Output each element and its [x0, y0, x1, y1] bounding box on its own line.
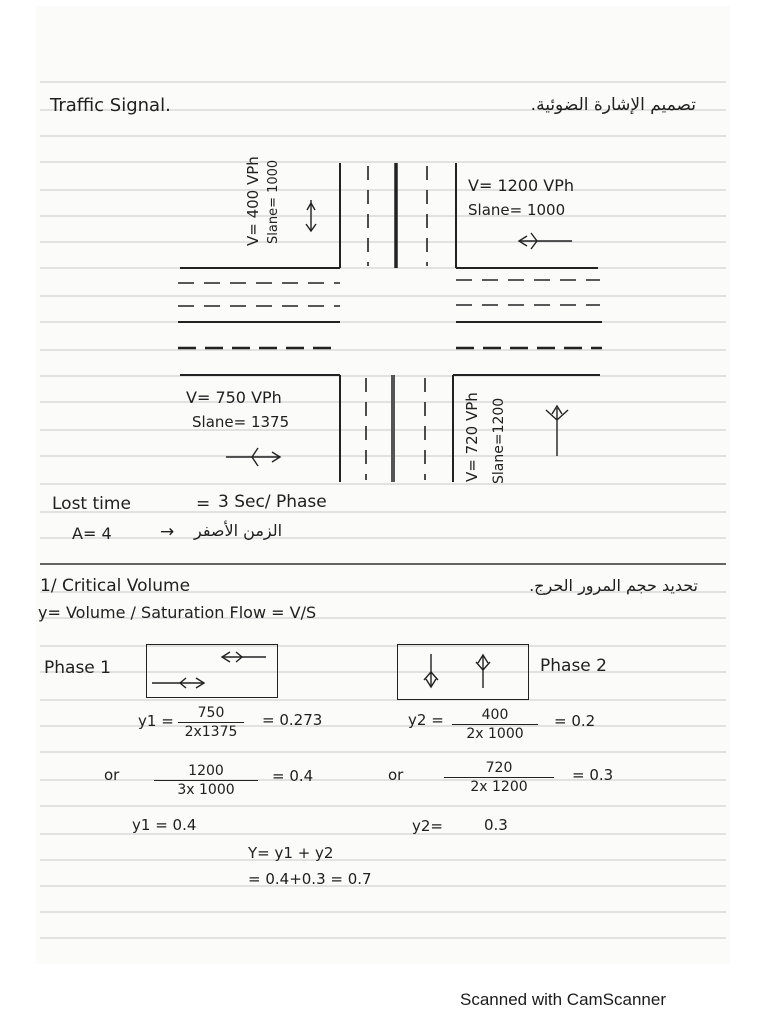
y1-numerator: 750	[178, 705, 244, 723]
y2-label: y2 =	[408, 711, 444, 729]
y1-result: = 0.273	[262, 711, 323, 729]
y2-denominator: 2x 1000	[466, 726, 524, 742]
y2-alt-fraction	[444, 760, 554, 795]
sw-saturation-label: Slane= 1375	[192, 413, 290, 431]
y2-final-value: 0.3	[484, 816, 508, 834]
page-title: Traffic Signal.	[50, 95, 171, 116]
page-title-arabic: تصميم الإشارة الضوئية.	[530, 95, 696, 115]
lost-time-equals: =	[196, 494, 211, 514]
phase-1-label: Phase 1	[44, 658, 111, 678]
lost-time-value: 3 Sec/ Phase	[218, 492, 327, 512]
y1-denominator: 2x1375	[184, 724, 238, 740]
y1-alt-fraction	[154, 763, 258, 798]
y2-alt-denominator: 2x 1200	[470, 779, 528, 795]
ne-saturation-label: Slane= 1000	[468, 201, 566, 219]
nw-saturation-label: Slane= 1000	[266, 159, 281, 244]
critical-volume-heading: 1/ Critical Volume	[40, 576, 191, 596]
phase-2-arrows	[397, 644, 529, 700]
y1-alt-result: = 0.4	[272, 767, 314, 785]
y2-fraction	[452, 707, 538, 742]
total-flow-ratio-result: = 0.4+0.3 = 0.7	[248, 870, 372, 888]
lost-time-label: Lost time	[52, 494, 131, 514]
amber-time-label: A= 4	[72, 524, 112, 543]
sw-volume-label: V= 750 VPh	[186, 388, 282, 407]
ne-volume-label: V= 1200 VPh	[468, 176, 574, 195]
y2-alt-numerator: 720	[444, 760, 554, 778]
y1-final: y1 = 0.4	[132, 816, 197, 834]
or-label-2: or	[388, 766, 404, 784]
amber-arrow: →	[160, 522, 175, 542]
or-label-1: or	[104, 766, 120, 784]
phase-2-label: Phase 2	[540, 656, 607, 676]
critical-volume-heading-arabic: تحديد حجم المرور الحرج.	[529, 576, 698, 595]
nw-volume-label: V= 400 VPh	[244, 156, 262, 246]
y2-result: = 0.2	[554, 712, 596, 730]
y1-alt-denominator: 3x 1000	[177, 782, 235, 798]
y2-alt-result: = 0.3	[572, 766, 614, 784]
y2-numerator: 400	[452, 707, 538, 725]
se-saturation-label: Slane=1200	[491, 397, 507, 484]
y1-alt-numerator: 1200	[154, 763, 258, 781]
phase-1-arrows	[146, 644, 278, 698]
intersection-diagram	[0, 0, 768, 500]
scanner-watermark: Scanned with CamScanner	[460, 990, 667, 1009]
amber-note-arabic: الزمن الأصفر	[194, 521, 283, 540]
y2-final-label: y2=	[412, 817, 443, 835]
y1-label: y1 =	[138, 712, 174, 730]
total-flow-ratio-expression: Y= y1 + y2	[248, 844, 334, 862]
flow-ratio-definition: y= Volume / Saturation Flow = V/S	[38, 603, 317, 622]
y1-fraction	[178, 705, 244, 740]
se-volume-label: V= 720 VPh	[463, 392, 481, 482]
